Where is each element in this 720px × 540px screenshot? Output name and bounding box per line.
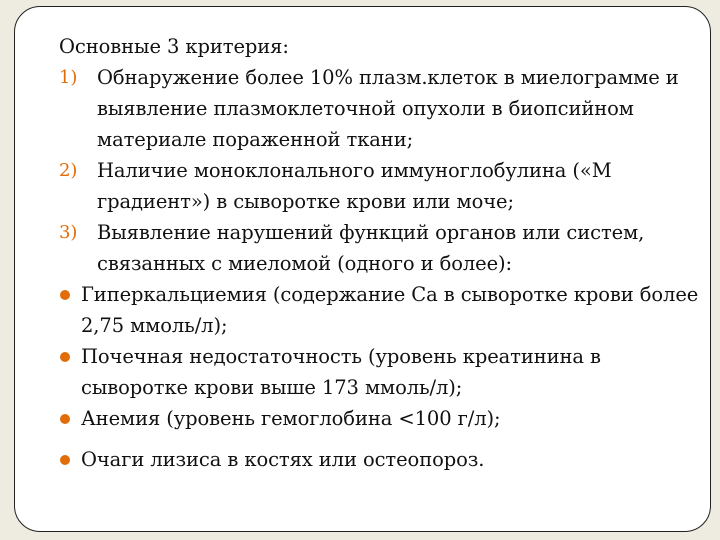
slide-heading: Основные 3 критерия: [59,35,289,58]
bullet-dot-icon [60,414,70,424]
bullet-item-bone-lesions [59,444,699,475]
numbered-item-text: Выявление нарушений функций органов или систем, связанных с миеломой (одного и более): [97,221,645,275]
bullet-dot-icon [60,455,70,465]
list-number-marker: 2) [59,160,78,181]
bullet-item-text: Анемия (уровень гемоглобина <100 г/л); [81,407,501,430]
numbered-item-text: Обнаружение более 10% плазм.клеток в миелограмме и выявление плазмоклеточной опухоли в биопсийном материале пораженной ткани; [97,66,679,151]
bullet-item-renal-failure [59,341,699,403]
numbered-item-3 [59,217,699,279]
list-number-marker: 1) [59,67,78,88]
bullet-item-anemia [59,403,699,434]
bullet-item-hypercalcemia [59,279,699,341]
bullet-item-text: Почечная недостаточность (уровень креатинина в сыворотке крови выше 173 ммоль/л); [81,345,601,399]
bullet-dot-icon [60,352,70,362]
numbered-item-1 [59,62,699,155]
numbered-item-text: Наличие моноклонального иммуноглобулина («М градиент») в сыворотке крови или моче; [97,159,612,213]
slide-frame [14,6,711,532]
bullet-item-text: Очаги лизиса в костях или остеопороз. [81,448,485,471]
slide-content [59,31,699,475]
list-number-marker: 3) [59,222,78,243]
bullet-dot-icon [60,290,70,300]
numbered-item-2 [59,155,699,217]
bullet-item-text: Гиперкальциемия (содержание Са в сыворотке крови более 2,75 ммоль/л); [81,283,699,337]
